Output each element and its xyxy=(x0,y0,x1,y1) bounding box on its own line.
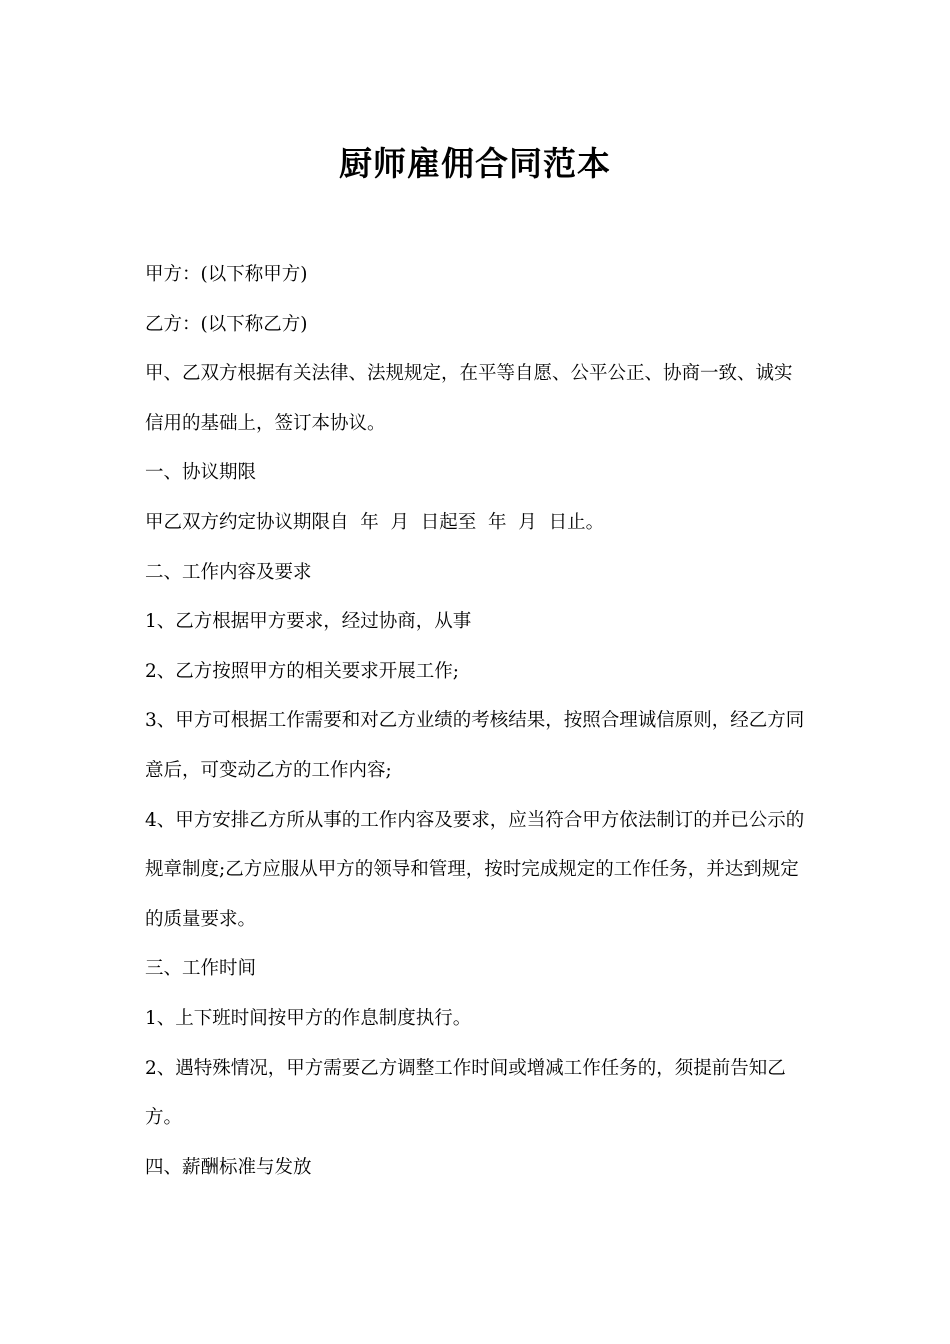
section-heading-term: 一、协议期限 xyxy=(145,462,257,484)
party-b-line: 乙方：(以下称乙方) xyxy=(145,313,308,335)
document-title: 厨师雇佣合同范本 xyxy=(339,144,611,183)
clause-paragraph: 2、遇特殊情况，甲方需要乙方调整工作时间或增减工作任务的，须提前告知乙方。 xyxy=(145,1057,786,1129)
clause-paragraph: 2、乙方按照甲方的相关要求开展工作; xyxy=(145,660,460,682)
section-heading-salary: 四、薪酬标准与发放 xyxy=(145,1156,312,1178)
term-paragraph: 甲乙双方约定协议期限自 年 月 日起至 年 月 日止。 xyxy=(145,511,605,533)
section-heading-work-content: 二、工作内容及要求 xyxy=(145,561,312,583)
party-a-line: 甲方：(以下称甲方) xyxy=(145,264,308,285)
preamble-paragraph: 甲、乙双方根据有关法律、法规规定，在平等自愿、公平公正、协商一致、诚实信用的基础上，签订本协议。 xyxy=(145,363,793,434)
clause-paragraph: 1、上下班时间按甲方的作息制度执行。 xyxy=(145,1007,472,1029)
clause-paragraph: 4、甲方安排乙方所从事的工作内容及要求，应当符合甲方依法制订的并已公示的规章制度;乙方应服从甲方的领导和管理，按时完成规定的工作任务，并达到规定的质量要求。 xyxy=(145,809,805,930)
section-heading-work-time: 三、工作时间 xyxy=(145,958,257,980)
document-body xyxy=(145,250,810,1192)
clause-paragraph: 3、甲方可根据工作需要和对乙方业绩的考核结果，按照合理诚信原则，经乙方同意后，可变动乙方的工作内容; xyxy=(145,710,805,781)
clause-paragraph: 1、乙方根据甲方要求，经过协商，从事 xyxy=(145,611,472,633)
